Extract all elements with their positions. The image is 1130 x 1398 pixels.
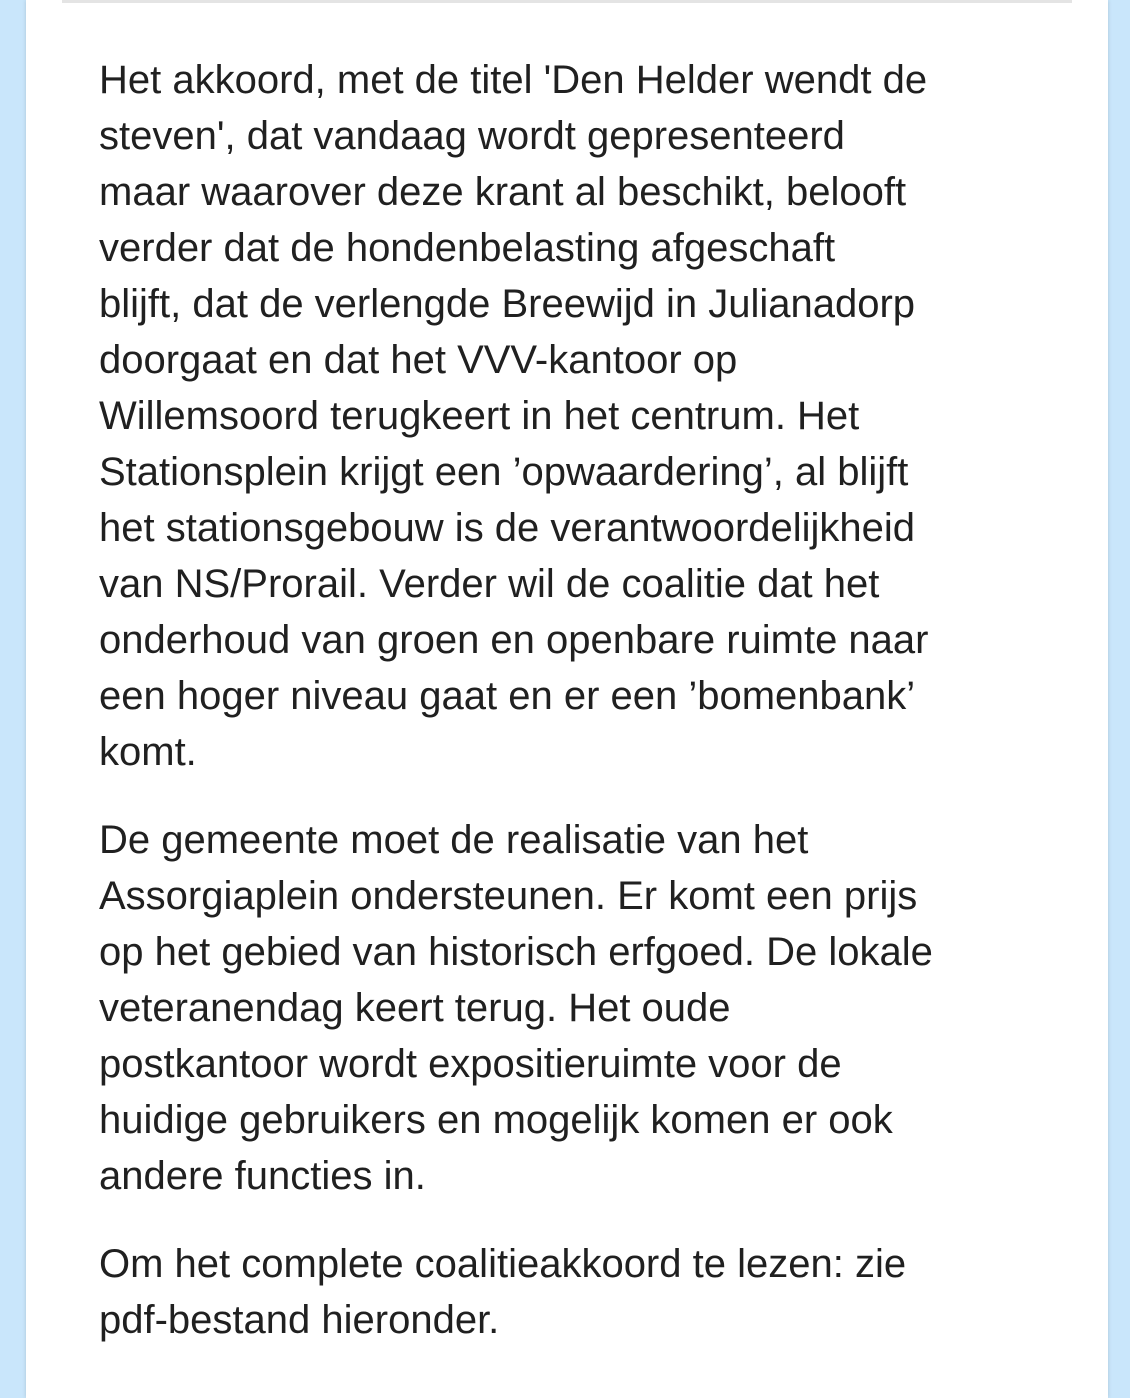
paragraph-line: Het akkoord, met de titel 'Den Helder wendt de [99,58,928,102]
paragraph-line: een hoger niveau gaat en er een ’bomenbank’ [99,674,916,718]
paragraph-1 [99,52,1059,780]
paragraph-line: andere functies in. [99,1154,426,1198]
paragraph-line: pdf-bestand hieronder. [99,1298,500,1342]
paragraph-line: Om het complete coalitieakkoord te lezen: zie [99,1242,907,1286]
paragraph-line: het stationsgebouw is de verantwoordelijkheid [99,506,916,550]
paragraph-line: Assorgiaplein ondersteunen. Er komt een prijs [99,874,918,918]
paragraph-line: verder dat de hondenbelasting afgeschaft [99,226,836,270]
paragraph-line: De gemeente moet de realisatie van het [99,818,809,862]
paragraph-line: blijft, dat de verlengde Breewijd in Julianadorp [99,282,916,326]
paragraph-line: komt. [99,730,197,774]
paragraph-line: veteranendag keert terug. Het oude [99,986,731,1030]
paragraph-line: Stationsplein krijgt een ’opwaardering’, al blijft [99,450,909,494]
paragraph-line: huidige gebruikers en mogelijk komen er ook [99,1098,893,1142]
article-body [99,52,1059,1380]
paragraph-line: steven', dat vandaag wordt gepresenteerd [99,114,845,158]
paragraph-2 [99,812,1059,1204]
paragraph-3 [99,1236,1059,1348]
paragraph-line: maar waarover deze krant al beschikt, belooft [99,170,907,214]
paragraph-line: op het gebied van historisch erfgoed. De lokale [99,930,933,974]
top-divider [62,0,1072,3]
paragraph-line: van NS/Prorail. Verder wil de coalitie dat het [99,562,880,606]
paragraph-line: onderhoud van groen en openbare ruimte naar [99,618,929,662]
paragraph-line: postkantoor wordt expositieruimte voor de [99,1042,842,1086]
article-card [26,0,1108,1398]
paragraph-line: doorgaat en dat het VVV-kantoor op [99,338,738,382]
paragraph-line: Willemsoord terugkeert in het centrum. Het [99,394,860,438]
